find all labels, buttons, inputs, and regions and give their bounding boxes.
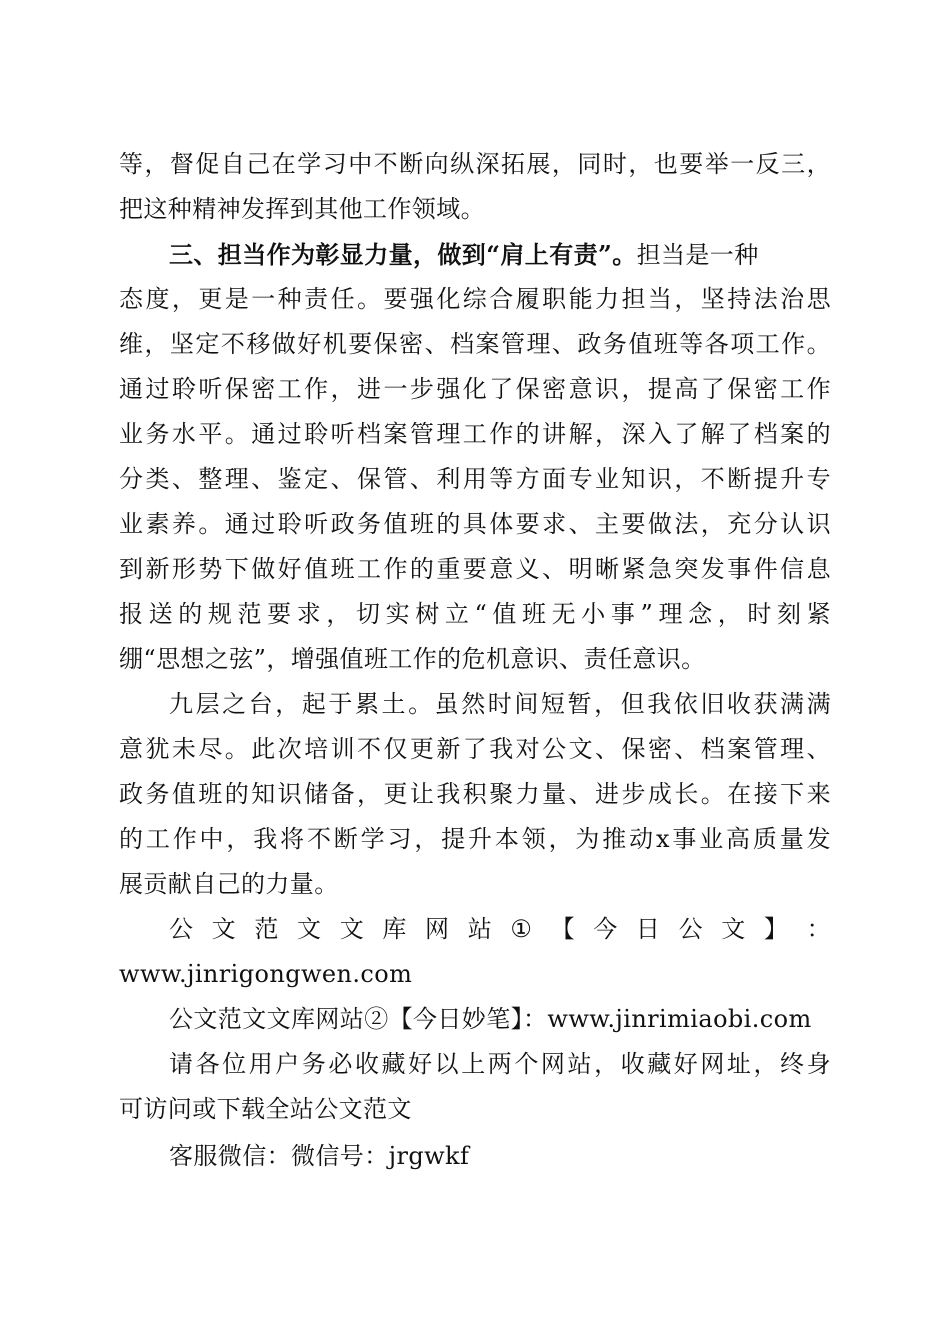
char: 【: [550, 915, 575, 943]
text-line: 绷“思想之弦”，增强值班工作的危机意识、责任意识。: [119, 645, 706, 673]
paragraph-1: [119, 142, 831, 232]
text-line: 到新形势下做好值班工作的重要意义、明晰紧急突发事件信息: [119, 555, 831, 583]
text-line: 把这种精神发挥到其他工作领域。: [119, 195, 485, 223]
customer-service: 客服微信：微信号：jrgwkf: [169, 1142, 470, 1170]
text-line: 展贡献自己的力量。: [119, 870, 339, 898]
text-line: 通过聆听保密工作，进一步强化了保密意识，提高了保密工作: [119, 375, 831, 403]
text-line: 业素养。通过聆听政务值班的具体要求、主要做法，充分认识: [119, 510, 831, 538]
text-line: 意犹未尽。此次培训不仅更新了我对公文、保密、档案管理、: [119, 735, 831, 763]
char: 今: [593, 915, 618, 943]
char: 文: [721, 915, 746, 943]
text-line: [119, 232, 831, 277]
char: ：: [806, 915, 831, 943]
document-page: [119, 142, 831, 1179]
site2-line: 公文范文文库网站②【今日妙笔】：www.jinrimiaobi.com: [169, 1005, 812, 1033]
footer-info: [119, 907, 831, 1179]
char: 站: [467, 915, 493, 943]
text-line: 的工作中，我将不断学习，提升本领，为推动x事业高质量发: [119, 825, 831, 853]
text-line: 业务水平。通过聆听档案管理工作的讲解，深入了解了档案的: [119, 420, 831, 448]
char: 库: [382, 915, 407, 943]
text-line: 政务值班的知识储备，更让我积聚力量、进步成长。在接下来: [119, 780, 831, 808]
char: 文: [297, 915, 322, 943]
char: 文: [211, 915, 237, 943]
text-line: 态度，更是一种责任。要强化综合履职能力担当，坚持法治思: [119, 285, 831, 313]
char: 文: [339, 915, 365, 943]
char: 】: [763, 915, 789, 943]
char: 网: [425, 915, 450, 943]
text-line: 九层之台，起于累土。虽然时间短暂，但我依旧收获满满: [169, 690, 831, 718]
text-line: 维，坚定不移做好机要保密、档案管理、政务值班等各项工作。: [119, 330, 831, 358]
site1-label: [119, 907, 831, 952]
heading-continuation: 担当是一种: [636, 241, 759, 269]
site1-url: www.jinrigongwen.com: [119, 960, 413, 988]
char: 公: [678, 915, 703, 943]
paragraph-2: [119, 232, 831, 682]
text-line: 报送的规范要求，切实树立“值班无小事”理念，时刻紧: [119, 600, 831, 628]
notice-line: 可访问或下载全站公文范文: [119, 1095, 412, 1123]
text-line: 等，督促自己在学习中不断向纵深拓展，同时，也要举一反三，: [119, 150, 831, 178]
paragraph-3: [119, 682, 831, 907]
notice-line: 请各位用户务必收藏好以上两个网站，收藏好网址，终身: [169, 1050, 831, 1078]
section-heading: 三、担当作为彰显力量，做到“肩上有责”。: [169, 240, 637, 269]
char: 日: [635, 915, 661, 943]
char: ①: [510, 915, 533, 943]
char: 公: [169, 915, 194, 943]
text-line: 分类、整理、鉴定、保管、利用等方面专业知识，不断提升专: [119, 465, 831, 493]
char: 范: [254, 915, 279, 943]
